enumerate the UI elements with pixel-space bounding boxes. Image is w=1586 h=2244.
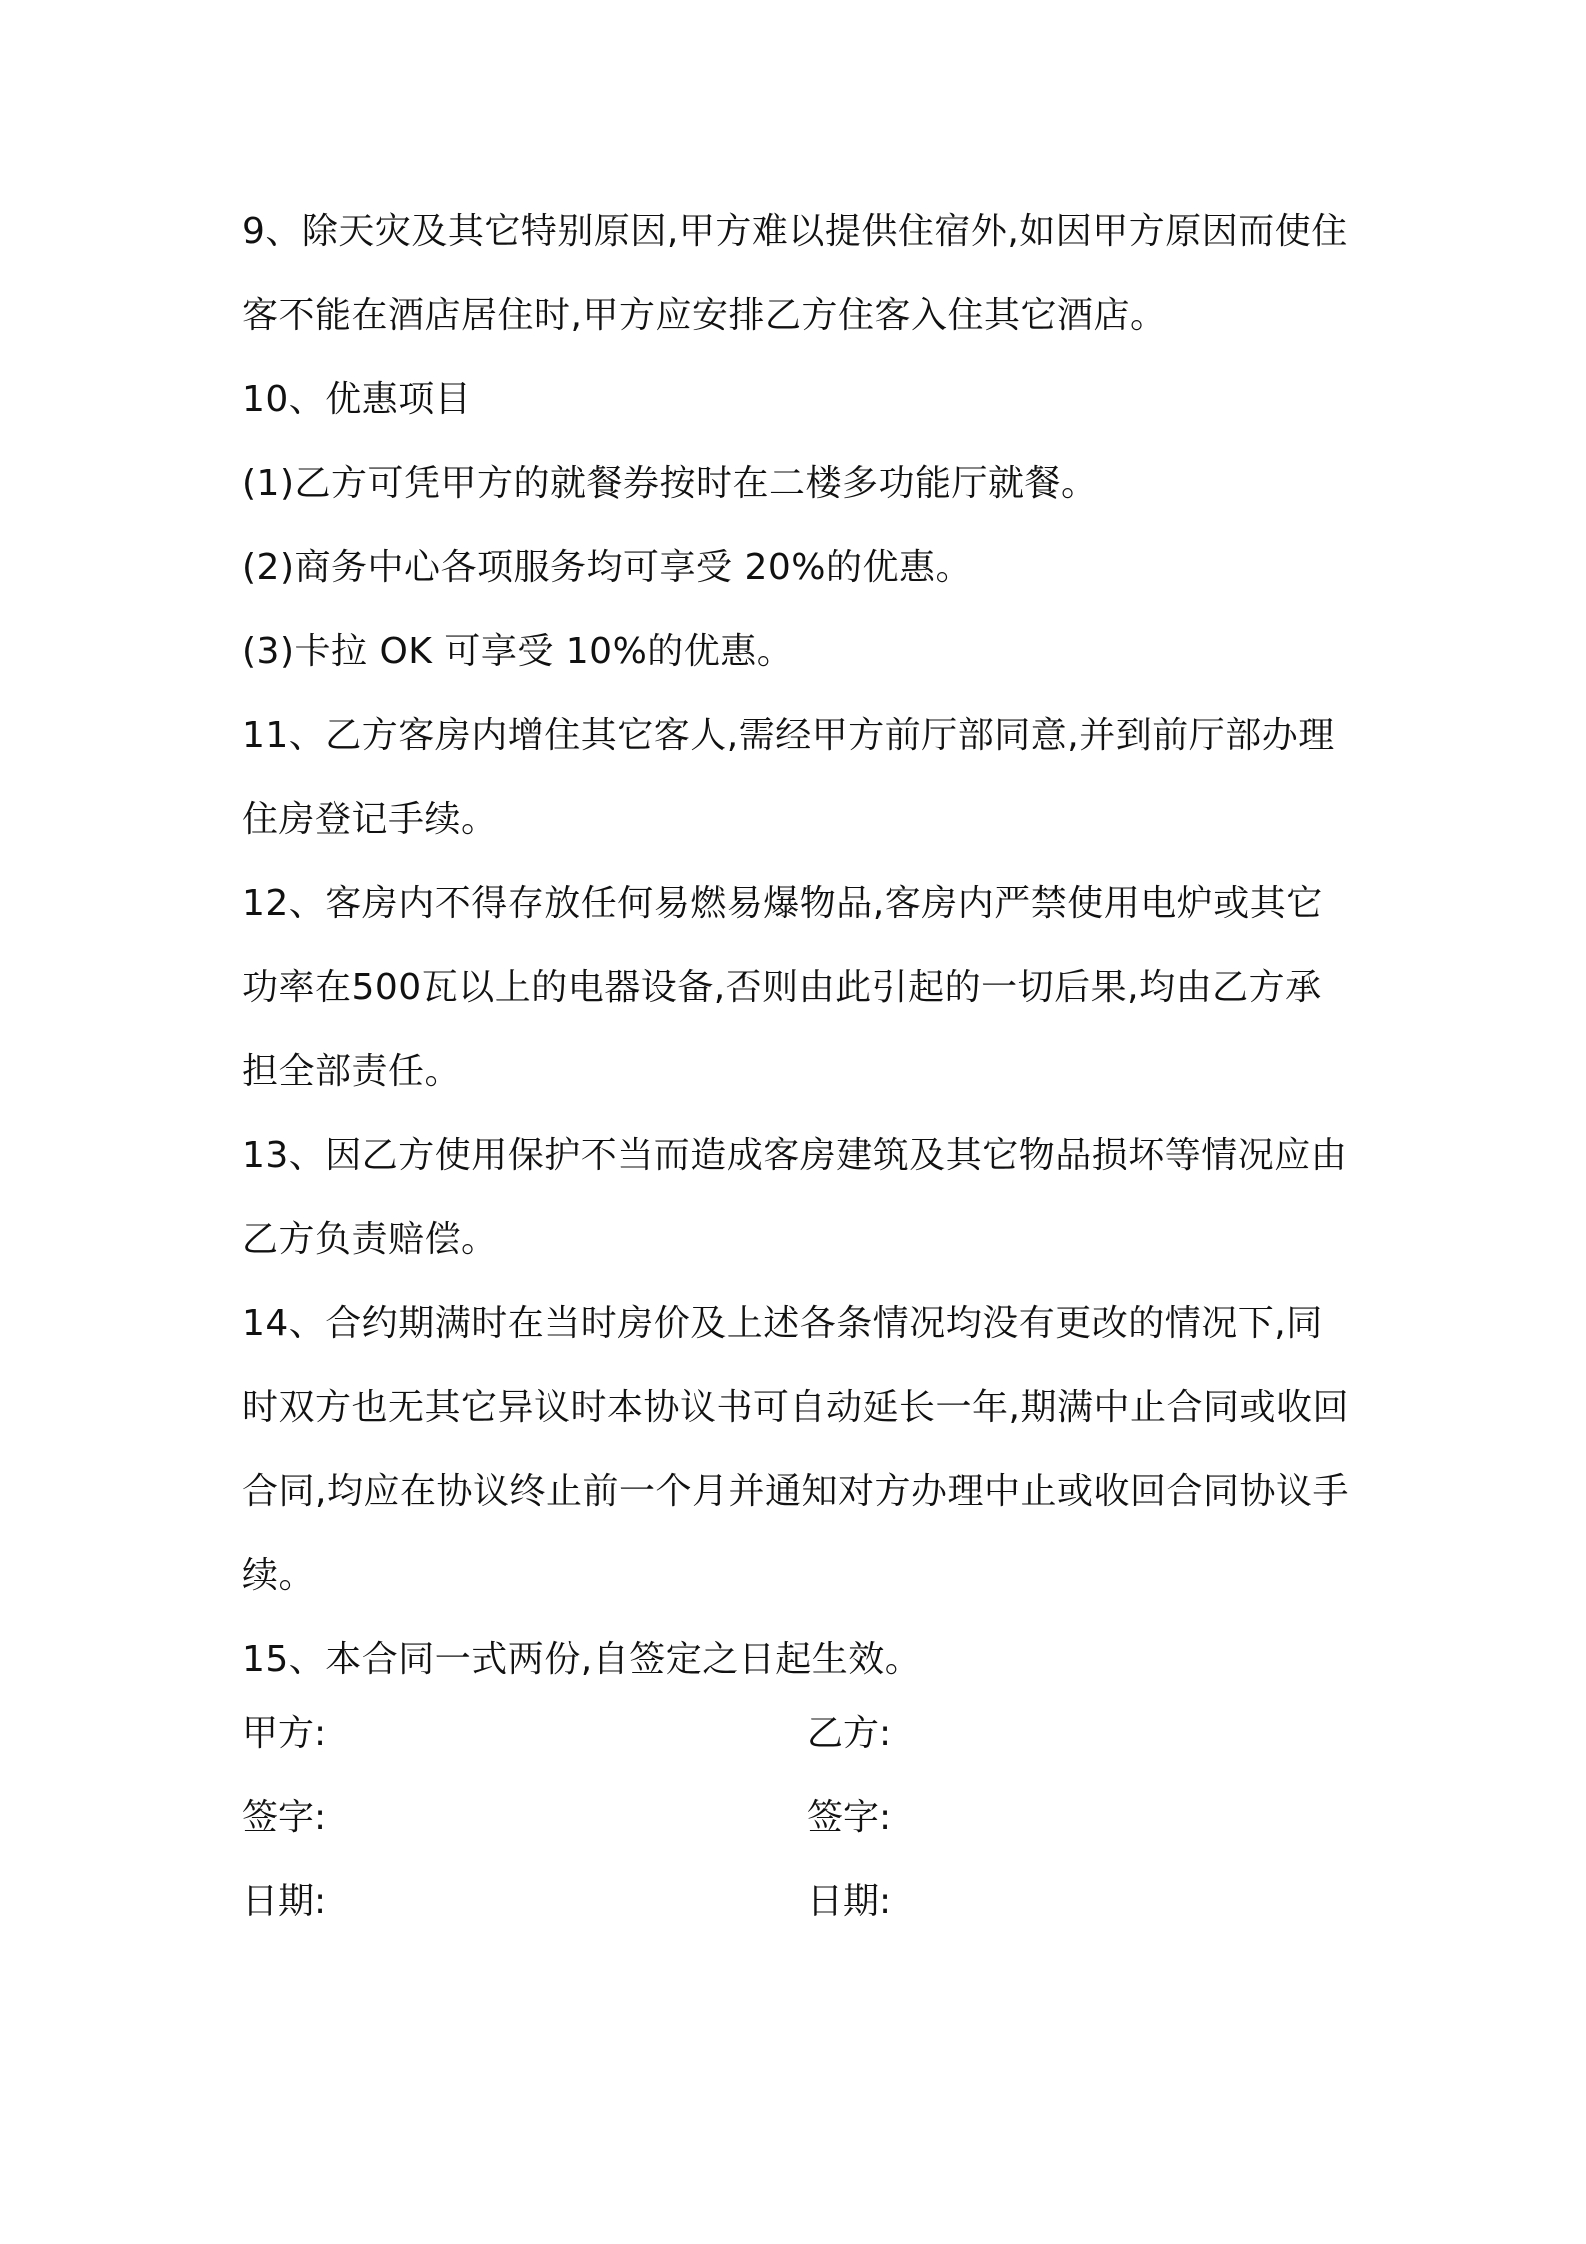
party-b-label: 乙方:	[807, 1712, 892, 1754]
party-b-signature-label: 签字:	[807, 1796, 892, 1838]
clause-10-heading: 10、优惠项目	[242, 379, 472, 420]
party-a-date-label: 日期:	[242, 1880, 327, 1922]
party-row	[242, 1688, 1352, 1772]
clause-15: 15、本合同一式两份,自签定之日起生效。	[242, 1639, 922, 1680]
clause-14: 14、合约期满时在当时房价及上述各条情况均没有更改的情况下,同时双方也无其它异议时本协议书可自动延长一年,期满中止合同或收回合同,均应在协议终止前一个月并通知对方办理中止或收回合同协议手续。	[242, 1303, 1349, 1596]
clause-10-item-3: (3)卡拉 OK 可享受 10%的优惠。	[242, 631, 794, 672]
clause-12: 12、客房内不得存放任何易燃易爆物品,客房内严禁使用电炉或其它功率在500瓦以上的电器设备,否则由此引起的一切后果,均由乙方承担全部责任。	[242, 883, 1323, 1092]
party-a-signature-label: 签字:	[242, 1796, 327, 1838]
signature-block	[242, 1688, 1352, 1940]
signature-row	[242, 1772, 1352, 1856]
document-body	[242, 190, 1352, 1702]
date-row	[242, 1856, 1352, 1940]
clause-10-item-1: (1)乙方可凭甲方的就餐券按时在二楼多功能厅就餐。	[242, 463, 1098, 504]
clause-9: 9、除天灾及其它特别原因,甲方难以提供住宿外,如因甲方原因而使住客不能在酒店居住时,甲方应安排乙方住客入住其它酒店。	[242, 211, 1348, 336]
party-a-label: 甲方:	[242, 1712, 327, 1754]
clause-13: 13、因乙方使用保护不当而造成客房建筑及其它物品损坏等情况应由乙方负责赔偿。	[242, 1135, 1348, 1260]
clause-10-item-2: (2)商务中心各项服务均可享受 20%的优惠。	[242, 547, 972, 588]
clause-11: 11、乙方客房内增住其它客人,需经甲方前厅部同意,并到前厅部办理住房登记手续。	[242, 715, 1335, 840]
party-b-date-label: 日期:	[807, 1880, 892, 1922]
